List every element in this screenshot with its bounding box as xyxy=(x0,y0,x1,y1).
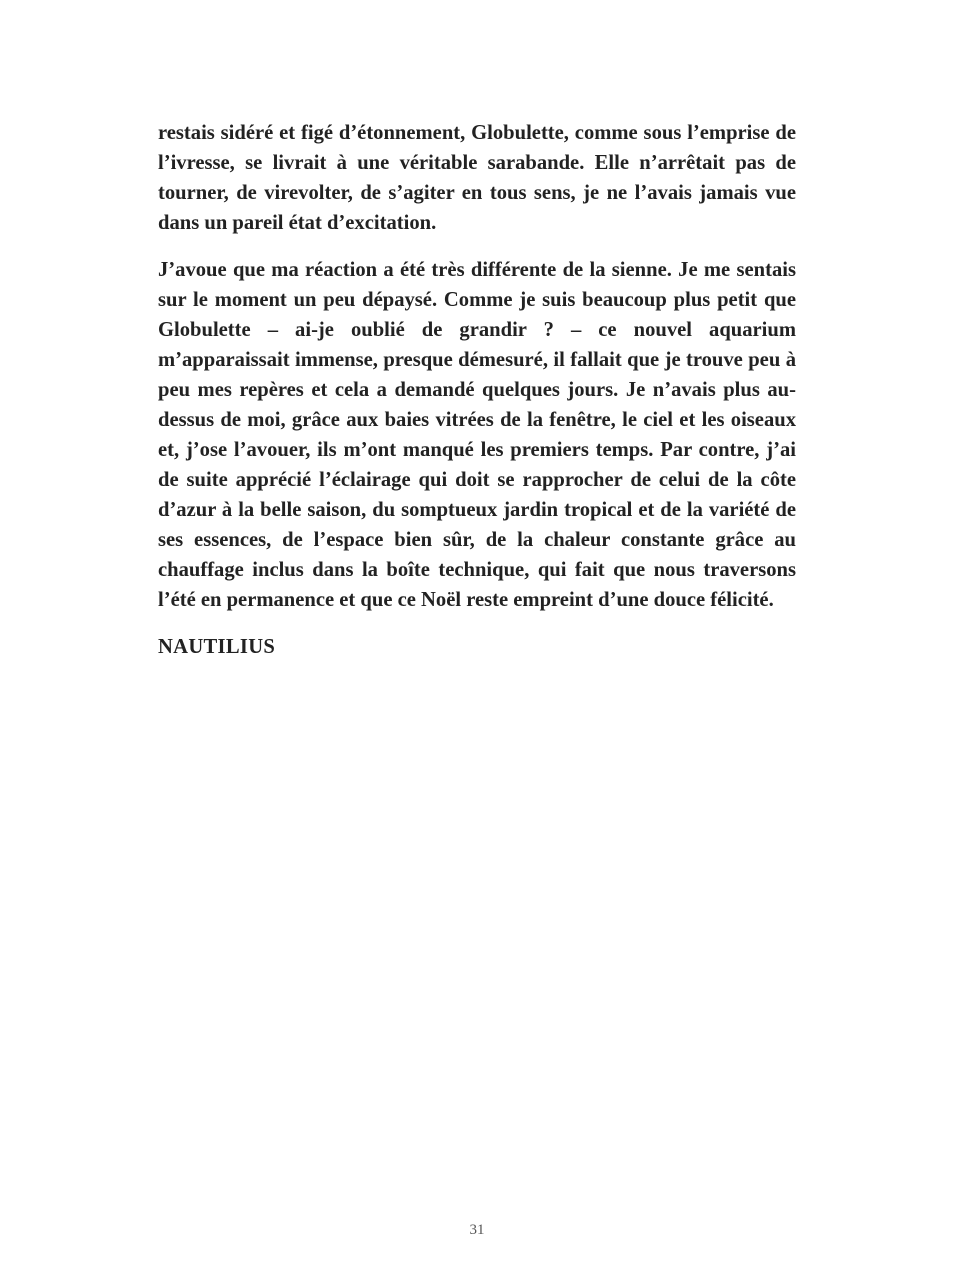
page-number: 31 xyxy=(469,1222,485,1238)
paragraph-2: J’avoue que ma réaction a été très différente de la sienne. Je me sentais sur le moment un peu dépaysé. Comme je suis beaucoup plus petit que Globulette – ai-je oublié de grandir ? – ce nouvel aquarium m’apparaissait immense, presque démesuré, il fallait que je trouve peu à peu mes repères et cela a demandé quelques jours. Je n’avais plus au-dessus de moi, grâce aux baies vitrées de la fenêtre, le ciel et les oiseaux et, j’ose l’avouer, ils m’ont manqué les premiers temps. Par contre, j’ai de suite apprécié l’éclairage qui doit se rapprocher de celui de la côte d’azur à la belle saison, du somptueux jardin tropical et de la variété de ses essences, de l’espace bien sûr, de la chaleur constante grâce au chauffage inclus dans la boîte technique, qui fait que nous traversons l’été en permanence et que ce Noël reste empreint d’une douce félicité. xyxy=(158,259,796,611)
paragraph-1: restais sidéré et figé d’étonnement, Globulette, comme sous l’emprise de l’ivresse, se livrait à une véritable sarabande. Elle n’arrêtait pas de tourner, de virevolter, de s’agiter en tous sens, je ne l’avais jamais vue dans un pareil état d’excitation. xyxy=(158,122,796,234)
author-signature: NAUTILIUS xyxy=(158,636,276,658)
body-text xyxy=(158,118,796,662)
